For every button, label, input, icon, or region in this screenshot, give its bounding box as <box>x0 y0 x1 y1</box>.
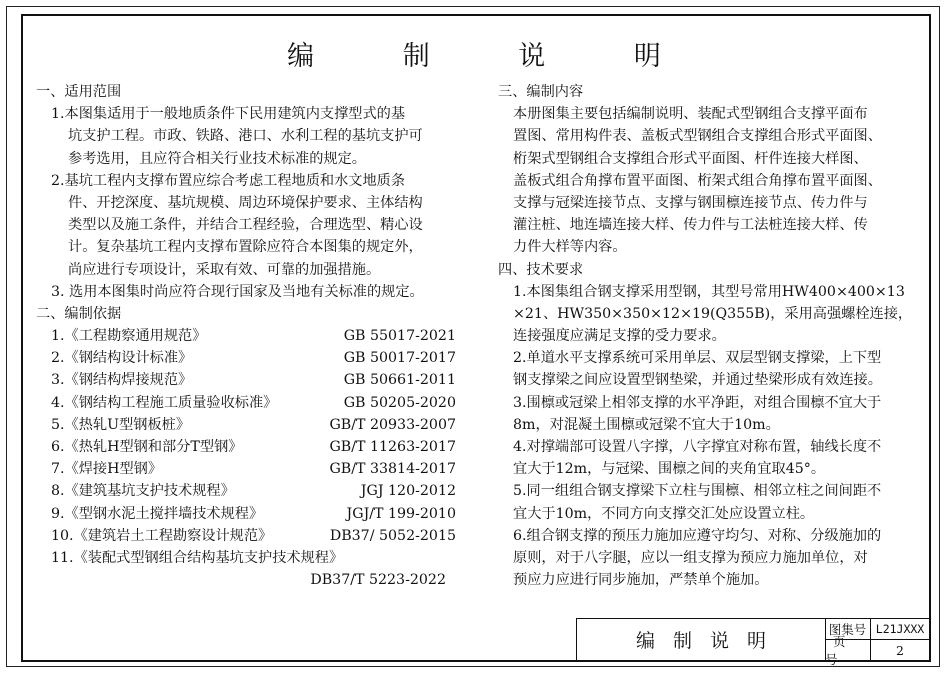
ref-code: JGJ/T 199-2010 <box>346 505 456 522</box>
section-heading-contents: 三、编制内容 <box>498 84 584 100</box>
page-number-value: 2 <box>896 642 904 658</box>
ref-title: 《工程勘察通用规范》 <box>64 328 207 345</box>
requirement-line: 2.单道水平支撑系统可采用单层、双层型钢支撑梁，上下型 <box>513 350 882 367</box>
requirement-line: 5.同一组组合钢支撑梁下立柱与围檩、相邻立柱之间间距不 <box>513 483 882 500</box>
ref-title: 《热轧H型钢和部分T型钢》 <box>64 439 243 455</box>
ref-number: 8. <box>51 483 65 500</box>
contents-line: 盖板式组合角撑布置平面图、桁架式组合角撑布置平面图、 <box>513 172 882 189</box>
reference-item <box>36 369 456 391</box>
contents-line: 置图、常用构件表、盖板式型钢组合支撑组合形式平面图、 <box>513 128 882 145</box>
scope-line: 类型以及施工条件，并结合工程经验，合理选型、精心设 <box>68 217 423 234</box>
ref-title: 《热轧U型钢板桩》 <box>64 416 191 433</box>
contents-line: 桁架式型钢组合支撑组合形式平面图、杆件连接大样图、 <box>513 150 868 167</box>
ref-code: GB 50205-2020 <box>343 394 456 411</box>
requirement-line: 预应力应进行同步施加，严禁单个施加。 <box>513 572 769 589</box>
reference-item <box>36 525 456 547</box>
scope-line: 件、开挖深度、基坑规模、周边环境保护要求、主体结构 <box>68 194 423 211</box>
ref-number: 2. <box>51 350 65 367</box>
ref-number: 6. <box>51 439 65 455</box>
reference-item <box>36 325 456 347</box>
title-block-name: 编制说明 <box>577 619 826 660</box>
scope-line: 尚应进行专项设计，采取有效、可靠的加强措施。 <box>68 261 381 278</box>
section-heading-scope: 一、适用范围 <box>36 84 122 100</box>
ref-title: 《焊接H型钢》 <box>64 461 163 478</box>
scope-line: 参考选用，且应符合相关行业技术标准的规定。 <box>68 150 366 167</box>
section-heading-basis: 二、编制依据 <box>36 305 122 322</box>
contents-line: 本册图集主要包括编制说明、装配式型钢组合支撑平面布 <box>513 106 868 123</box>
ref-number: 10. <box>51 527 74 544</box>
ref-code: JGJ 120-2012 <box>360 483 456 500</box>
atlas-number-label: 图集号 <box>825 619 871 640</box>
requirement-line: 宜大于12m，与冠梁、围檩之间的夹角宜取45°。 <box>513 461 826 478</box>
requirement-line: 宜大于10m，不同方向支撑交汇处应设置立柱。 <box>513 505 815 522</box>
reference-item <box>36 458 456 480</box>
ref-title: 《型钢水泥土搅拌墙技术规程》 <box>64 505 264 522</box>
ref-code: GB/T 11263-2017 <box>329 439 456 455</box>
scope-line: 3. 选用本图集时尚应符合现行国家及当地有关标准的规定。 <box>51 283 424 300</box>
ref-title: 《钢结构焊接规范》 <box>64 372 193 389</box>
requirement-line: 钢支撑梁之间应设置型钢垫梁，并通过垫梁形成有效连接。 <box>513 372 882 389</box>
requirement-line: 6.组合钢支撑的预压力施加应遵守均匀、对称、分级施加的 <box>513 527 882 544</box>
ref-code: GB 50661-2011 <box>343 372 456 389</box>
requirement-line: ×21、HW350×350×12×19(Q355B)，采用高强螺栓连接， <box>513 305 913 322</box>
requirement-line: 4.对撑端部可设置八字撑，八字撑宜对称布置，轴线长度不 <box>513 439 882 455</box>
scope-line: 1.本图集适用于一般地质条件下民用建筑内支撑型式的基 <box>51 106 406 123</box>
ref-code-11: DB37/T 5223-2022 <box>310 572 446 589</box>
contents-line: 灌注桩、地连墙连接大样、传力件与工法桩连接大样、传 <box>513 217 868 234</box>
ref-number: 4. <box>51 394 65 411</box>
ref-code: DB37/ 5052-2015 <box>329 527 456 544</box>
ref-code: GB 50017-2017 <box>343 350 456 367</box>
scope-line: 2.基坑工程内支撑布置应综合考虑工程地质和水文地质条 <box>51 172 406 189</box>
reference-item <box>36 503 456 525</box>
ref-code: GB/T 33814-2017 <box>329 461 456 478</box>
left-column <box>36 81 456 591</box>
ref-number: 5. <box>51 416 65 433</box>
reference-item <box>36 414 456 436</box>
ref-title: 《建筑岩土工程勘察设计规范》 <box>73 527 273 544</box>
page-title: 编 制 说 明 <box>287 41 701 72</box>
reference-item <box>36 436 456 458</box>
ref-number: 7. <box>51 461 65 478</box>
ref-code: GB/T 20933-2007 <box>329 416 456 433</box>
right-column <box>498 81 918 591</box>
requirement-line: 1.本图集组合钢支撑采用型钢，其型号常用HW400×400×13 <box>513 283 905 300</box>
requirement-line: 8m，对混凝土围檩或冠梁不宜大于10m。 <box>513 416 780 433</box>
ref-title-11: 11.《装配式型钢组合结构基坑支护技术规程》 <box>51 549 344 566</box>
requirement-line: 原则，对于八字腿，应以一组支撑为预应力施加单位，对 <box>513 549 868 566</box>
page-number-label: 页号 <box>825 640 871 660</box>
ref-title: 《钢结构设计标准》 <box>64 350 193 367</box>
title-block <box>576 618 930 667</box>
ref-code: GB 55017-2021 <box>343 328 456 345</box>
section-heading-requirements: 四、技术要求 <box>498 261 584 278</box>
ref-number: 1. <box>51 328 65 345</box>
contents-line: 支撑与冠梁连接节点、支撑与钢围檩连接节点、传力件与 <box>513 194 868 211</box>
reference-item <box>36 480 456 502</box>
reference-item <box>36 347 456 369</box>
requirement-line: 3.围檩或冠梁上相邻支撑的水平净距，对组合围檩不宜大于 <box>513 394 882 411</box>
ref-title: 《建筑基坑支护技术规程》 <box>64 483 235 500</box>
scope-line: 计。复杂基坑工程内支撑布置除应符合本图集的规定外， <box>68 239 423 256</box>
atlas-number-value: L21JXXX <box>871 619 929 640</box>
reference-item <box>36 392 456 414</box>
contents-line: 力件大样等内容。 <box>513 239 627 256</box>
scope-line: 坑支护工程。市政、铁路、港口、水利工程的基坑支护可 <box>68 128 423 145</box>
ref-number: 9. <box>51 505 65 522</box>
requirement-line: 连接强度应满足支撑的受力要求。 <box>513 328 726 345</box>
ref-number: 3. <box>51 372 65 389</box>
ref-title: 《钢结构工程施工质量验收标准》 <box>64 394 278 411</box>
